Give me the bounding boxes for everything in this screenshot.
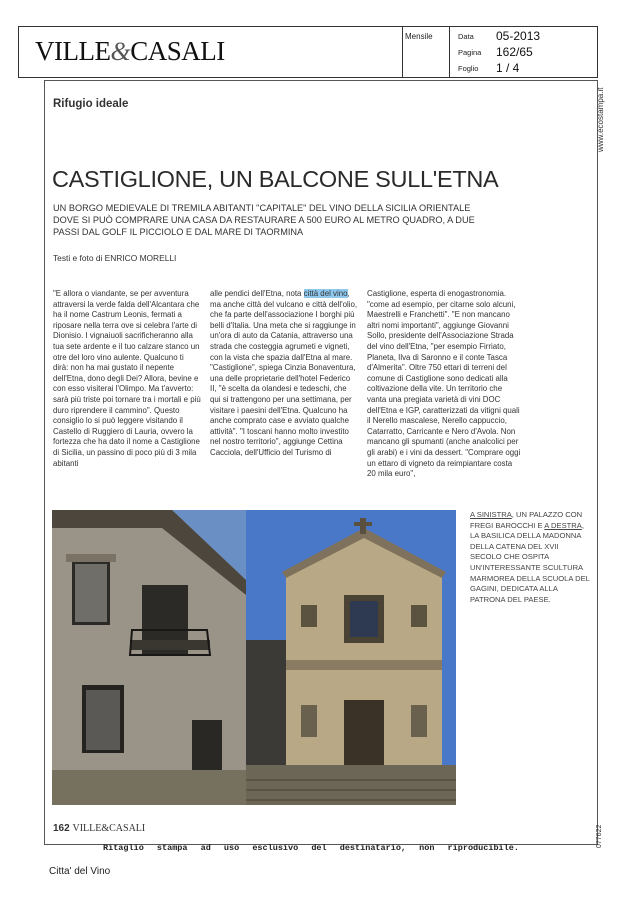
page-row: Pagina 162/65	[458, 45, 533, 59]
photo-caption: A SINISTRA, UN PALAZZO CON FREGI BAROCCHI E A DESTRA, LA BASILICA DELLA MADONNA DELLA CATENA DEL XVII SECOLO CHE OSPITA UN'INTERESSANTE SCULTURA MARMOREA DELLA SCUOLA DEL GAGINI, DEDICATA ALLA PATRONA DEL PAESE.	[470, 510, 590, 604]
text-column-3: Castiglione, esperta di enogastronomia. "come ad esempio, per citarne solo alcuni, Maestrelli e Franchetti". "E non mancano altri nomi importanti", aggiunge Giovanni Sollo, presidente dell'Associazione Strada del vino dell'Etna, "per esempio Firriato, Planeta, Ilva di Saronno e il conte Tasca d'Almerita". Oltre 750 ettari di terreni del comune di Castiglione sono dedicati alla coltivazione della vite. Un territorio che vanta una pregiata varietà di vini DOC dell'Etna e IGP, caratterizzati da vitigni quali il Nerello mascalese, Nerello cappuccio, Catarratto, Carricante e Nero d'Avola. Non mancano gli spumanti (anche analcolici per gli arabi) e i vini da dessert. "Comprare oggi un ettaro di vigneto da reimpiantare costa 20 mila euro",	[367, 289, 521, 479]
sheet-value: 1 / 4	[496, 61, 520, 75]
highlighted-phrase: città del vino	[303, 289, 348, 298]
page-folio: 162 VILLE&CASALI	[53, 823, 146, 834]
date-row: Data 05-2013	[458, 29, 541, 43]
article-subtitle: UN BORGO MEDIEVALE DI TREMILA ABITANTI "CAPITALE" DEL VINO DELLA SICILIA ORIENTALE DOVE SI PUÒ COMPRARE UNA CASA DA RESTAURARE A 500 EURO AL METRO QUADRO, A DUE PASSI DAL GOLF IL PICCIOLO E DAL MARE DI TAORMINA	[53, 203, 475, 237]
sheet-row: Foglio 1 / 4	[458, 61, 520, 75]
text-column-2: alle pendici dell'Etna, nota città del vino, ma anche città del vulcano e città dell'olio, che fa parte dell'associazione I borghi più belli d'Italia. Una meta che si raggiunge in un'ora di auto da Catania, attraverso una strada che costeggia agrumeti e vigneti, con la vista che spazia dall'Etna al mare. "Castiglione", spiega Cinzia Bonaventura, una delle proprietarie dell'hotel Federico II, "è scelta da olandesi e tedeschi, che qui si trattengono per una settimana, per visitare i paesini dell'Etna. Qualcuno ha anche comprato case e avviato qualche attività". "I toscani hanno molto investito nel nostro territorio", aggiunge Cettina Cacciola, dell'Ufficio del Turismo di	[210, 289, 358, 457]
client-label: Citta' del Vino	[49, 866, 111, 877]
magazine-logo: VILLE&CASALI	[35, 36, 225, 66]
article-title: CASTIGLIONE, UN BALCONE SULL'ETNA	[52, 166, 499, 192]
palazzo-photo	[52, 510, 246, 805]
side-site-text: www.ecostampa.it	[596, 87, 605, 152]
byline: Testi e foto di ENRICO MORELLI	[53, 253, 177, 263]
rubric: Rifugio ideale	[53, 98, 129, 110]
basilica-photo	[246, 510, 456, 805]
side-code-text: 077622	[596, 824, 603, 848]
date-value: 05-2013	[496, 29, 541, 43]
clipping-meta	[449, 27, 598, 77]
clipping-disclaimer: Ritaglio stampa ad uso esclusivo del destinatario, non riproducibile.	[103, 843, 519, 853]
frequency-label: Mensile	[402, 27, 448, 77]
press-clipping-header	[18, 26, 598, 78]
text-column-1: "E allora o viandante, se per avventura attraversi la verde falda dell'Alcantara che ha il nome Castrum Leonis, fermati a riposare nella terra ove si celebra l'arte di Dionisio. I vignaiuoli sacrificheranno alla tua sete ardente e il tuo calzare stanco un otre del loro vino aulente. Qualcuno ti dirà: non ha mai gustato il nepente dell'Etna, dono degli Dei? Allora, bevine e con esso visiterai l'Olimpo. Ma t'avverto: sarà più triste poi tornare tra i mortali e più duro riprendere il cammino". Questo consiglio lo si può leggere visitando il Castello di Ruggiero di Lauria, ovvero la fortezza che ha dato il nome a Castiglione di Sicilia, un passino di poco più di 3 mila abitanti	[53, 289, 201, 468]
page-value: 162/65	[496, 45, 533, 59]
